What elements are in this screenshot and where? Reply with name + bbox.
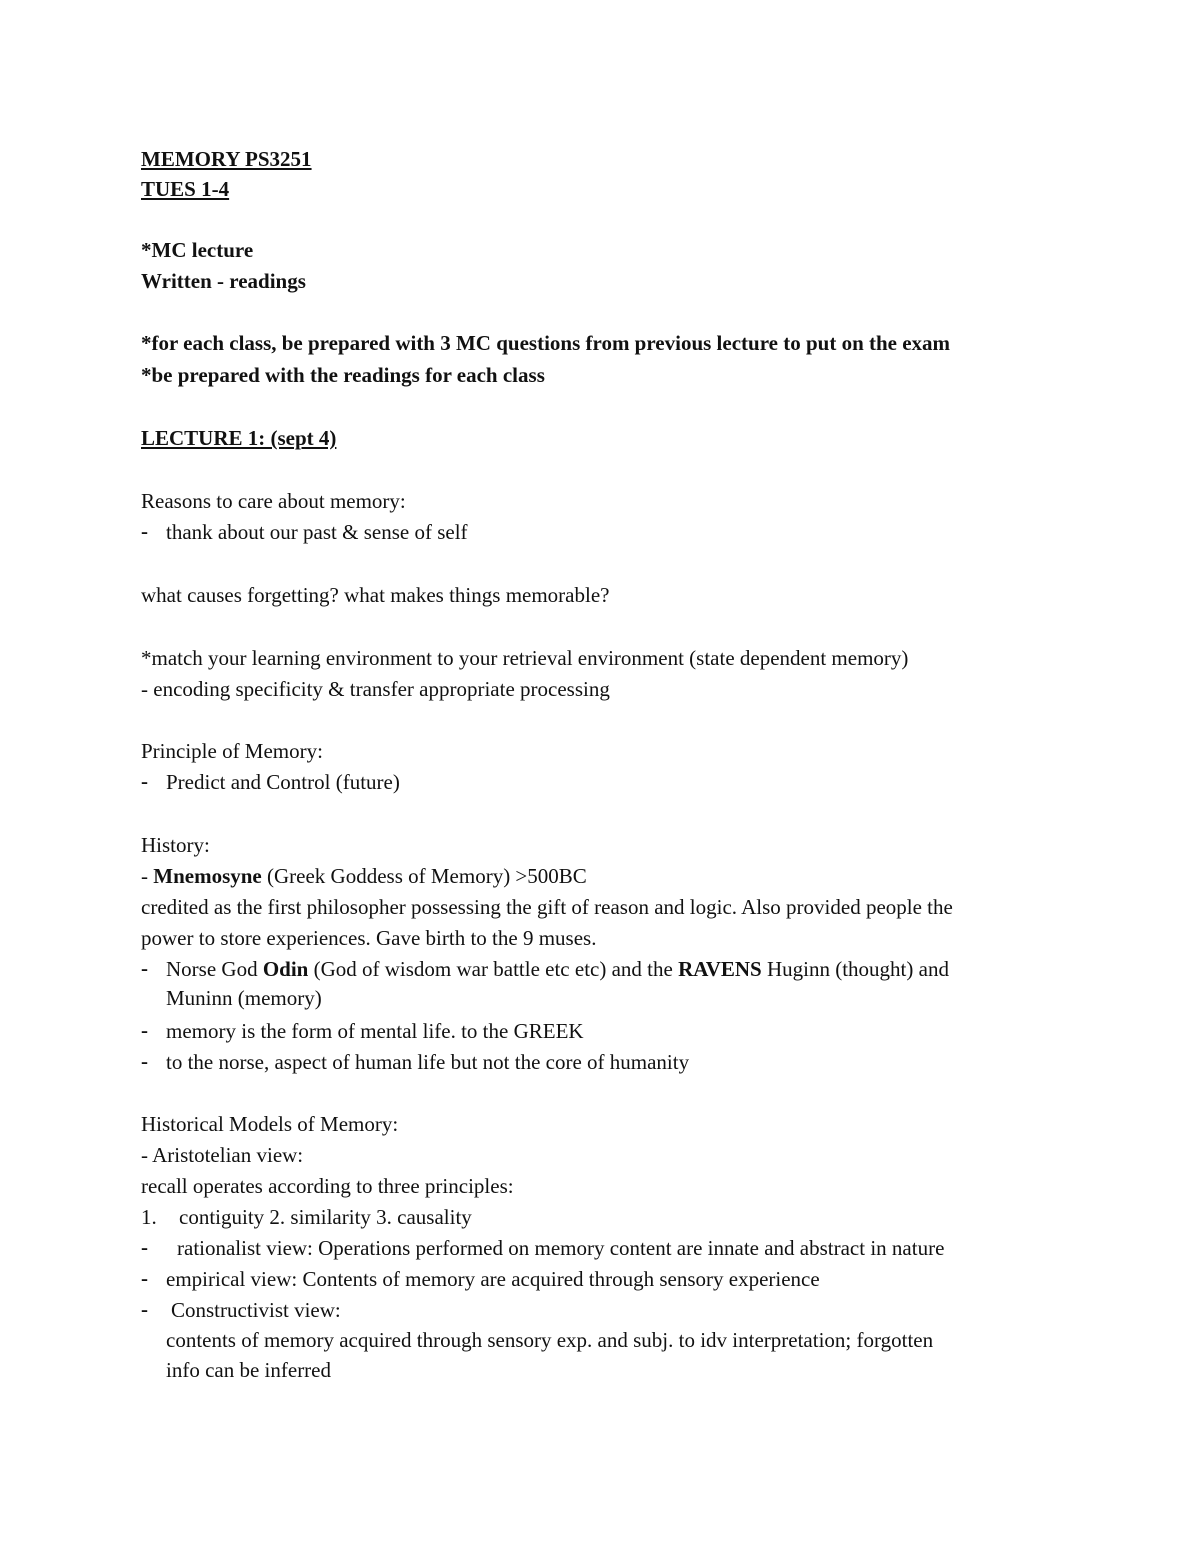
instruction-readings: *be prepared with the readings for each class	[141, 363, 545, 387]
reasons-heading: Reasons to care about memory:	[141, 489, 406, 513]
norse-memory-bullet: to the norse, aspect of human life but not the core of humanity	[166, 1050, 690, 1074]
bullet-marker: -	[141, 1018, 148, 1042]
odin-name: Odin	[262, 957, 309, 981]
odin-line-1	[166, 956, 949, 982]
bullet-marker: -	[141, 1297, 148, 1321]
aristotelian-view: - Aristotelian view:	[141, 1143, 304, 1167]
rationalist-view: rationalist view: Operations performed on memory content are innate and abstract in nature	[177, 1236, 945, 1260]
mnemosyne-credited-line-1: credited as the first philosopher possessing the gift of reason and logic. Also provided people the	[141, 895, 953, 919]
ravens-label: RAVENS	[678, 957, 762, 981]
list-number: 1.	[141, 1205, 157, 1229]
bullet-marker: -	[141, 1235, 148, 1259]
constructivist-line-2: info can be inferred	[166, 1358, 331, 1382]
written-readings-note: Written - readings	[141, 269, 306, 293]
mc-lecture-note: *MC lecture	[141, 238, 254, 262]
constructivist-line-1: contents of memory acquired through sensory exp. and subj. to idv interpretation; forgotten	[166, 1328, 934, 1352]
course-schedule: TUES 1-4	[141, 177, 230, 201]
models-heading: Historical Models of Memory:	[141, 1112, 399, 1136]
odin-description: (God of wisdom war battle etc etc) and the	[308, 957, 679, 981]
huginn-text: Huginn (thought) and	[761, 957, 949, 981]
match-environment-note: *match your learning environment to your retrieval environment (state dependent memory)	[141, 646, 909, 670]
instruction-mc-questions: *for each class, be prepared with 3 MC questions from previous lecture to put on the exam	[141, 331, 951, 355]
three-principles: contiguity 2. similarity 3. causality	[179, 1205, 472, 1229]
bullet-marker: -	[141, 769, 148, 793]
odin-prefix: Norse God	[166, 957, 263, 981]
mnemosyne-prefix: -	[141, 864, 154, 888]
bullet-marker: -	[141, 956, 148, 980]
principle-heading: Principle of Memory:	[141, 739, 323, 763]
mnemosyne-credited-line-2: power to store experiences. Gave birth to the 9 muses.	[141, 926, 597, 950]
constructivist-view: Constructivist view:	[171, 1298, 341, 1322]
mnemosyne-line	[141, 863, 587, 889]
principle-bullet-1: Predict and Control (future)	[166, 770, 400, 794]
empirical-view: empirical view: Contents of memory are acquired through sensory experience	[166, 1267, 820, 1291]
bullet-marker: -	[141, 1049, 148, 1073]
bullet-marker: -	[141, 1266, 148, 1290]
course-title: MEMORY PS3251	[141, 147, 312, 171]
mnemosyne-description: (Greek Goddess of Memory) >500BC	[261, 864, 587, 888]
lecture-title: LECTURE 1: (sept 4)	[141, 426, 337, 450]
greek-memory-bullet: memory is the form of mental life. to the GREEK	[166, 1019, 584, 1043]
reasons-bullet-1: thank about our past & sense of self	[166, 520, 468, 544]
odin-line-2: Muninn (memory)	[166, 986, 322, 1010]
mnemosyne-name: Mnemosyne	[153, 864, 262, 888]
encoding-specificity-note: - encoding specificity & transfer appropriate processing	[141, 677, 610, 701]
history-heading: History:	[141, 833, 210, 857]
bullet-marker: -	[141, 519, 148, 543]
recall-principles-intro: recall operates according to three principles:	[141, 1174, 514, 1198]
forgetting-questions: what causes forgetting? what makes things memorable?	[141, 583, 610, 607]
